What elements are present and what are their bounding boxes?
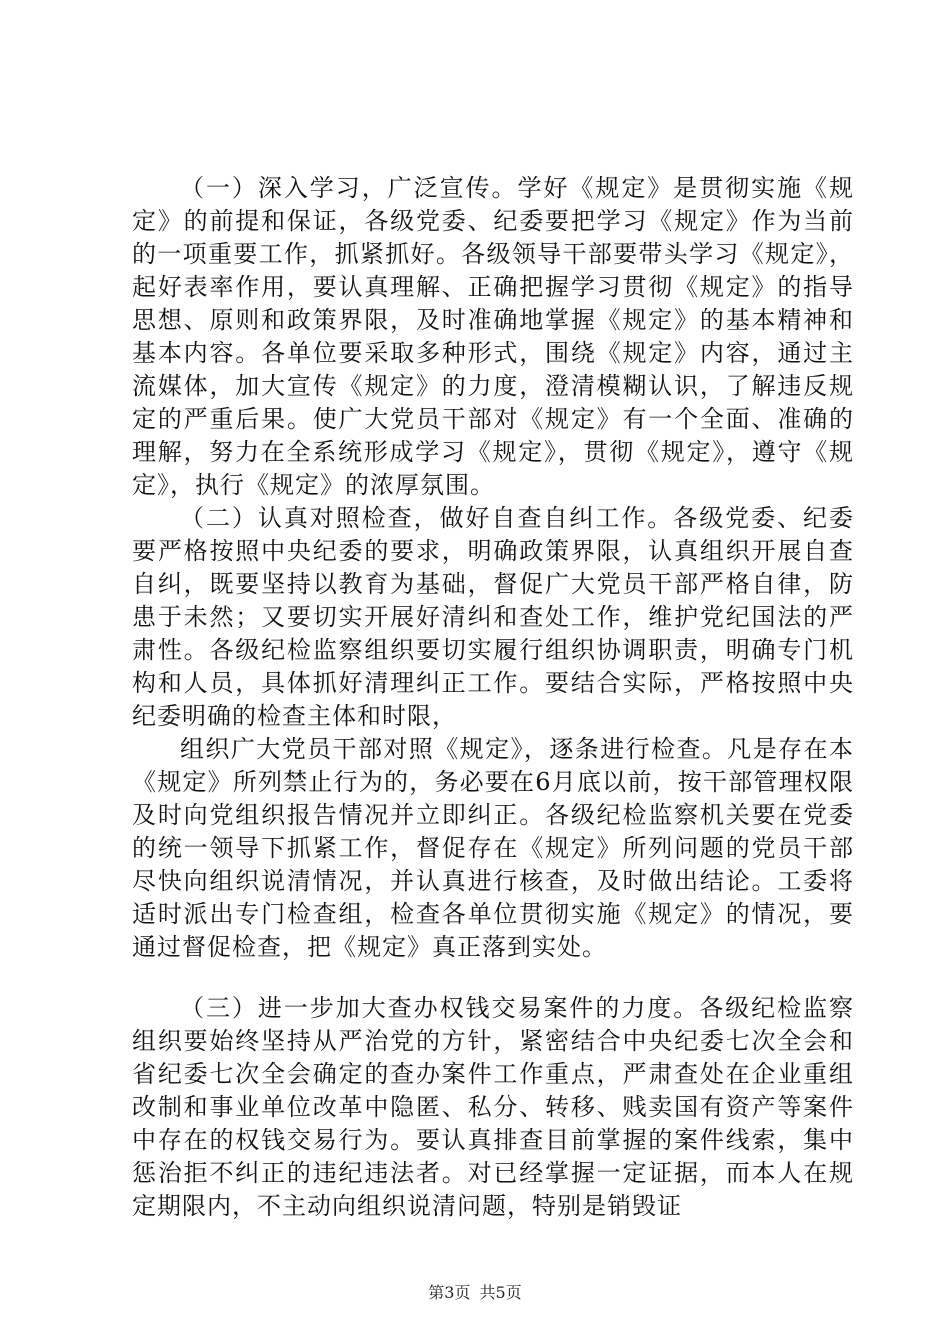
paragraph-4: （三）进一步加大查办权钱交易案件的力度。各级纪检监察组织要始终坚持从严治党的方针，紧密结合中央纪委七次全会和省纪委七次全会确定的查办案件工作重点，严肃查处在企业重组改制和事业单位改革中隐匿、私分、转移、贱卖国有资产等案件中存在的权钱交易行为。要认真排查目前掌握的案件线索，集中惩治拒不纠正的违纪违法者。对已经掌握一定证据，而本人在规定期限内，不主动向组织说清问题，特别是销毁证 (132, 994, 854, 1220)
page-number-current: 第3页 (428, 1283, 471, 1302)
paragraph-1: （一）深入学习，广泛宣传。学好《规定》是贯彻实施《规定》的前提和保证，各级党委、纪委要把学习《规定》作为当前的一项重要工作，抓紧抓好。各级领导干部要带头学习《规定》，起好表率作用，要认真理解、正确把握学习贯彻《规定》的指导思想、原则和政策界限，及时准确地掌握《规定》的基本精神和基本内容。各单位要采取多种形式，围绕《规定》内容，通过主流媒体，加大宣传《规定》的力度，澄清模糊认识，了解违反规定的严重后果。使广大党员干部对《规定》有一个全面、准确的理解，努力在全系统形成学习《规定》，贯彻《规定》，遵守《规定》，执行《规定》的浓厚氛围。 (132, 174, 854, 499)
paragraph-2: （二）认真对照检查，做好自查自纠工作。各级党委、纪委要严格按照中央纪委的要求，明确政策界限，认真组织开展自查自纠，既要坚持以教育为基础，督促广大党员干部严格自律，防患于未然；又要切实开展好清纠和查处工作，维护党纪国法的严肃性。各级纪检监察组织要切实履行组织协调职责，明确专门机构和人员，具体抓好清理纠正工作。要结合实际，严格按照中央纪委明确的检查主体和时限， (132, 504, 854, 730)
page-number-total: 共5页 (479, 1283, 522, 1302)
paragraph-3: 组织广大党员干部对照《规定》，逐条进行检查。凡是存在本《规定》所列禁止行为的，务必要在6月底以前，按干部管理权限及时向党组织报告情况并立即纠正。各级纪检监察机关要在党委的统一领导下抓紧工作，督促存在《规定》所列问题的党员干部尽快向组织说清情况，并认真进行核查，及时做出结论。工委将适时派出专门检查组，检查各单位贯彻实施《规定》的情况，要通过督促检查，把《规定》真正落到实处。 (132, 735, 854, 961)
page-footer (0, 1282, 950, 1304)
document-body (132, 172, 854, 1223)
